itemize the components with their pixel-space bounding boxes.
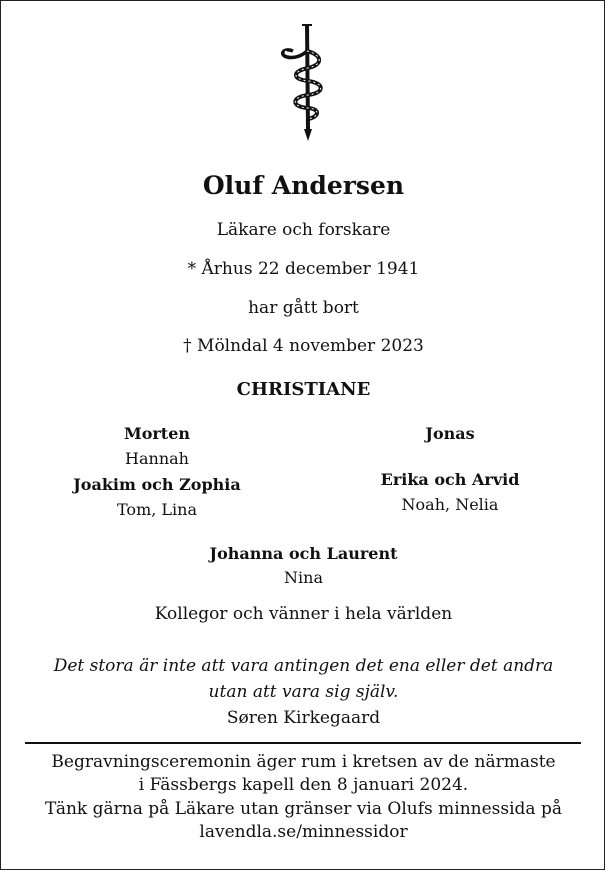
passed-away-line: har gått bort: [248, 298, 359, 318]
occupation: Läkare och forskare: [216, 220, 391, 240]
mourner-name: Hannah: [125, 449, 189, 468]
memorial-link[interactable]: lavendla.se/minnessidor: [199, 822, 408, 842]
mourner-name: Johanna och Laurent: [209, 544, 398, 563]
mourner-name: Joakim och Zophia: [73, 475, 241, 494]
deceased-name: Oluf Andersen: [202, 171, 405, 200]
rod-of-asclepius-icon: [273, 21, 335, 143]
mourner-name: Noah, Nelia: [401, 495, 499, 514]
donation-info: Tänk gärna på Läkare utan gränser via Olufs minnessida på: [45, 799, 562, 819]
divider: [25, 742, 581, 744]
quote-author: Søren Kirkegaard: [226, 708, 381, 728]
quote-line: Det stora är inte att vara antingen det ena eller det andra: [53, 656, 554, 676]
ceremony-info: i Fässbergs kapell den 8 januari 2024.: [138, 775, 469, 795]
mourner-name: Jonas: [425, 424, 475, 443]
mourner-name: Nina: [284, 568, 323, 587]
ceremony-info: Begravningsceremonin äger rum i kretsen av de närmaste: [51, 752, 556, 772]
birth-line: * Århus 22 december 1941: [187, 259, 420, 279]
colleagues-line: Kollegor och vänner i hela världen: [154, 604, 453, 624]
mourner-name: Morten: [123, 424, 190, 443]
spouse-name: CHRISTIANE: [236, 379, 371, 400]
mourner-name: Tom, Lina: [117, 500, 197, 519]
mourner-name: Erika och Arvid: [380, 470, 520, 489]
death-line: † Mölndal 4 november 2023: [183, 336, 424, 356]
quote-line: utan att vara sig själv.: [208, 682, 399, 702]
